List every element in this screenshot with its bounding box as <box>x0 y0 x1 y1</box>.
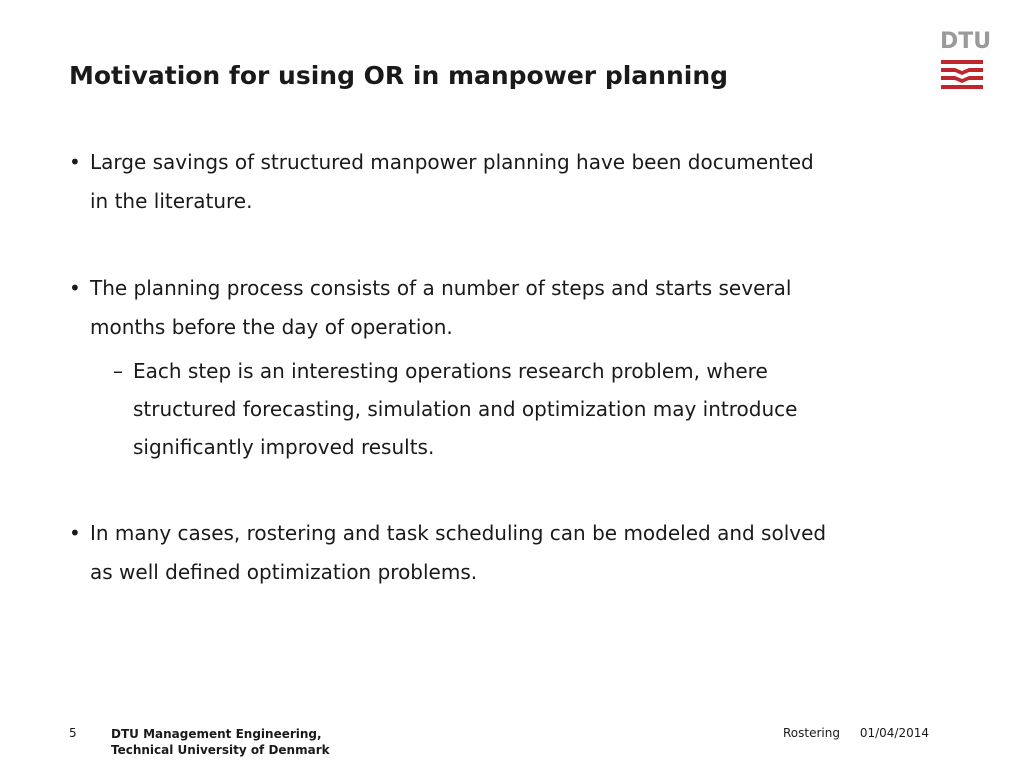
footer-org-line: DTU Management Engineering, <box>111 727 322 741</box>
bullet-line: in the literature. <box>90 189 253 213</box>
sub-bullet-line: significantly improved results. <box>133 435 435 459</box>
dtu-logo <box>940 29 992 92</box>
bullet-line: In many cases, rostering and task scheduling can be modeled and solved <box>90 521 827 545</box>
bullet-marker: • <box>69 276 81 300</box>
footer-topic: Rostering <box>783 726 840 740</box>
footer-date: 01/04/2014 <box>859 726 929 740</box>
bullet-line: as well defined optimization problems. <box>90 560 478 584</box>
bullet-marker: • <box>69 521 81 545</box>
sub-bullet-line: structured forecasting, simulation and optimization may introduce <box>133 397 798 421</box>
sub-bullet-line: Each step is an interesting operations research problem, where <box>133 359 768 383</box>
bullet-item <box>69 269 959 347</box>
bullet-item <box>69 143 959 221</box>
footer-org-line: Technical University of Denmark <box>111 743 330 757</box>
page-number: 5 <box>69 726 77 740</box>
bullet-line: Large savings of structured manpower planning have been documented <box>90 150 814 174</box>
slide-title: Motivation for using OR in manpower planning <box>69 61 729 90</box>
footer-organization <box>111 726 330 758</box>
bullet-line: months before the day of operation. <box>90 315 453 339</box>
dtu-logo-emblem-icon <box>941 59 983 91</box>
bullet-marker: • <box>69 150 81 174</box>
dtu-logo-text: DTU <box>940 29 992 54</box>
sub-bullet-marker: – <box>113 359 123 383</box>
sub-bullet-item <box>69 352 959 466</box>
bullet-item <box>69 514 959 592</box>
slide-content <box>69 143 959 592</box>
bullet-line: The planning process consists of a number of steps and starts several <box>90 276 792 300</box>
footer-meta <box>783 726 929 740</box>
